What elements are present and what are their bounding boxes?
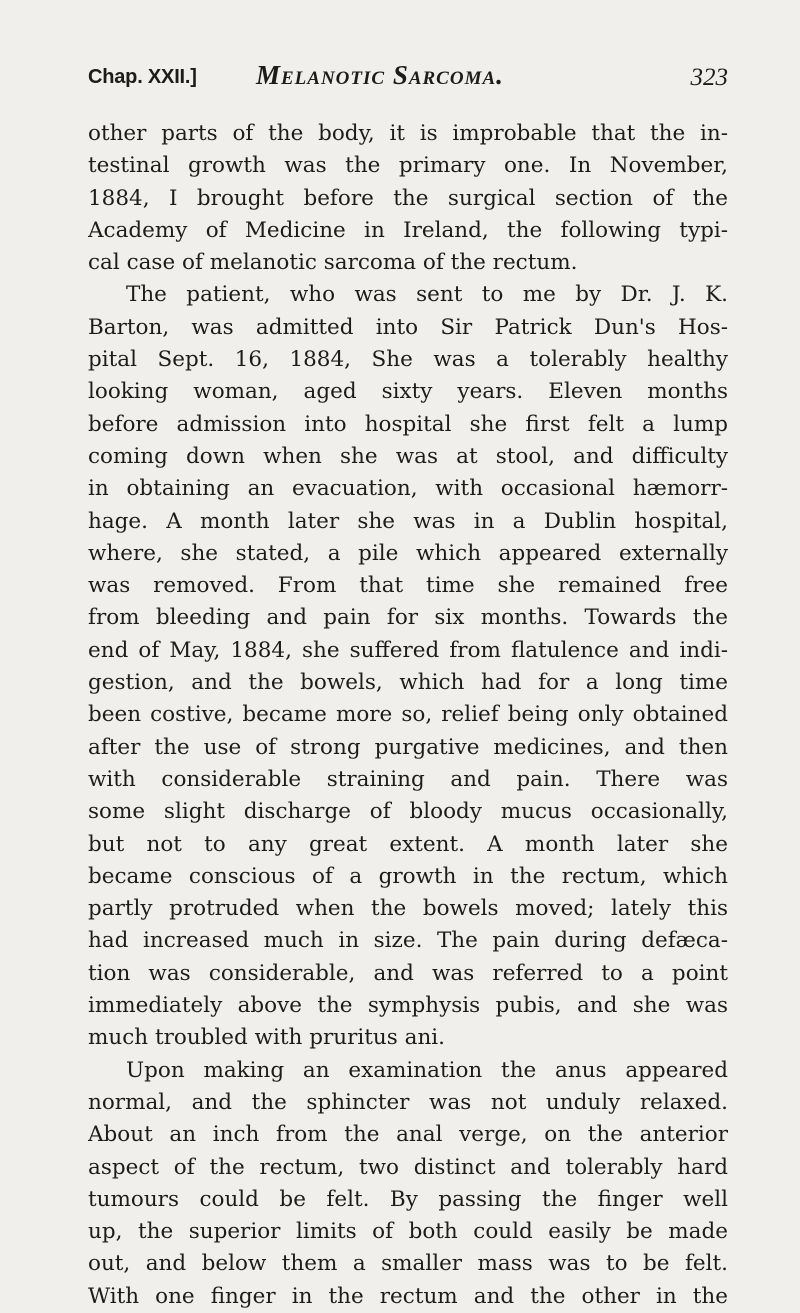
text-line: been costive, became more so, relief being only obtained	[88, 702, 728, 728]
text-line: tion was considerable, and was referred to a point	[88, 960, 728, 986]
text-line: up, the superior limits of both could easily be made	[88, 1219, 728, 1245]
text-line: where, she stated, a pile which appeared externally	[88, 540, 728, 566]
body-text	[88, 118, 728, 1313]
text-line: from bleeding and pain for six months. Towards the	[88, 605, 728, 631]
text-line: but not to any great extent. A month later she	[88, 831, 728, 857]
text-line: other parts of the body, it is improbable that the in-	[88, 121, 728, 146]
running-head	[88, 60, 728, 96]
text-line: testinal growth was the primary one. In November,	[88, 153, 728, 179]
text-line: immediately above the symphysis pubis, and she was	[88, 993, 728, 1019]
text-line: after the use of strong purgative medicines, and then	[88, 734, 728, 760]
text-line: Barton, was admitted into Sir Patrick Dun's Hos-	[88, 314, 728, 340]
page-number: 323	[690, 64, 728, 91]
running-title: Melanotic Sarcoma.	[256, 60, 504, 90]
text-line: pital Sept. 16, 1884, She was a tolerably healthy	[88, 347, 728, 373]
text-line: aspect of the rectum, two distinct and tolerably hard	[88, 1154, 728, 1180]
text-line: before admission into hospital she first felt a lump	[88, 411, 728, 437]
text-line: coming down when she was at stool, and difficulty	[88, 443, 728, 469]
text-line: out, and below them a smaller mass was to be felt.	[88, 1251, 728, 1277]
text-line: gestion, and the bowels, which had for a long time	[88, 670, 728, 696]
text-line: some slight discharge of bloody mucus occasionally,	[88, 799, 728, 825]
text-line: normal, and the sphincter was not unduly relaxed.	[88, 1089, 728, 1115]
text-line: became conscious of a growth in the rectum, which	[88, 863, 728, 889]
text-line: tumours could be felt. By passing the finger well	[88, 1186, 728, 1212]
text-line: was removed. From that time she remained free	[88, 573, 728, 599]
text-line: Academy of Medicine in Ireland, the following typi-	[88, 217, 728, 243]
text-line: end of May, 1884, she suffered from flatulence and indi-	[88, 637, 728, 663]
text-line: The patient, who was sent to me by Dr. J. K.	[126, 282, 728, 308]
text-line: in obtaining an evacuation, with occasional hæmorr-	[88, 476, 728, 502]
text-line: About an inch from the anal verge, on the anterior	[88, 1122, 728, 1148]
text-line: partly protruded when the bowels moved; lately this	[88, 896, 728, 922]
text-line: With one finger in the rectum and the other in the	[88, 1283, 728, 1309]
text-line: hage. A month later she was in a Dublin hospital,	[88, 508, 728, 534]
text-line: much troubled with pruritus ani.	[88, 1025, 445, 1051]
text-line: cal case of melanotic sarcoma of the rectum.	[88, 250, 578, 276]
text-line: looking woman, aged sixty years. Eleven months	[88, 379, 728, 405]
text-line: Upon making an examination the anus appeared	[126, 1057, 728, 1083]
text-line: with considerable straining and pain. There was	[88, 766, 728, 792]
chapter-label: Chap. XXII.]	[88, 66, 197, 88]
text-line: had increased much in size. The pain during defæca-	[88, 928, 728, 954]
text-line: 1884, I brought before the surgical section of the	[88, 185, 728, 211]
